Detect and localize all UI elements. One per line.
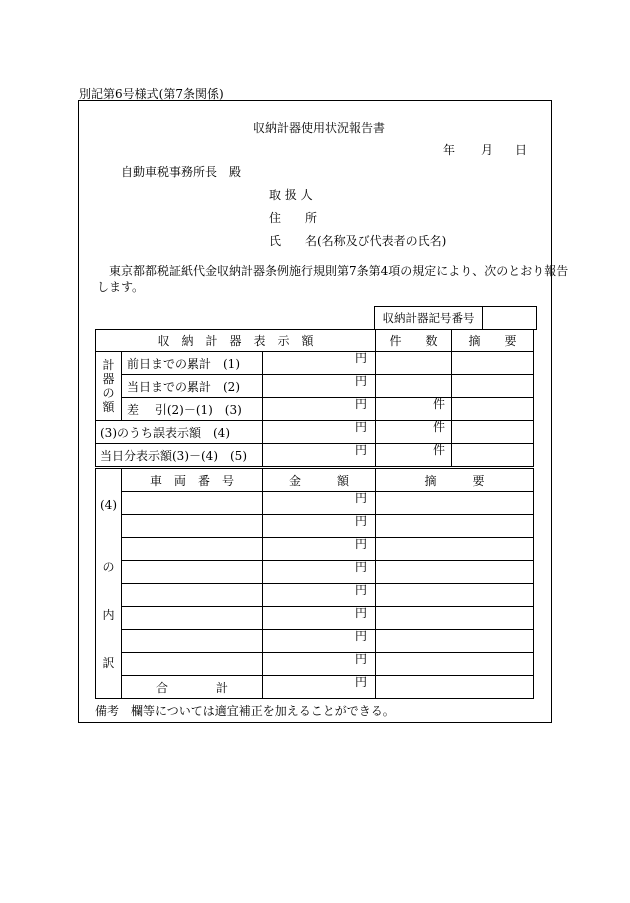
row-label: 当日分表示額(3)－(4) (5)	[96, 444, 263, 467]
row-summary[interactable]	[452, 398, 534, 421]
row-summary[interactable]	[452, 444, 534, 467]
meter-number-table	[374, 306, 537, 330]
summary-cell[interactable]	[376, 538, 534, 561]
row-label: 差 引(2)－(1) (3)	[122, 398, 263, 421]
row-count[interactable]: 件	[376, 421, 452, 444]
row-count[interactable]: 件	[376, 444, 452, 467]
amount-cell[interactable]: 円	[263, 584, 376, 607]
row-amount[interactable]: 円	[263, 375, 376, 398]
date-month: 月	[481, 143, 494, 157]
vehicle-number-cell[interactable]	[122, 561, 263, 584]
meter-number-label: 収納計器記号番号	[375, 307, 483, 330]
vehicle-number-header: 車 両 番 号	[122, 469, 263, 492]
row-label: 当日までの累計 (2)	[122, 375, 263, 398]
row-label: 前日までの累計 (1)	[122, 352, 263, 375]
row-summary[interactable]	[452, 421, 534, 444]
summary-cell[interactable]	[376, 492, 534, 515]
amount-cell[interactable]: 円	[263, 538, 376, 561]
amount-cell[interactable]: 円	[263, 607, 376, 630]
amount-cell[interactable]: 円	[263, 515, 376, 538]
total-amount[interactable]: 円	[263, 676, 376, 699]
vehicle-number-cell[interactable]	[122, 653, 263, 676]
summary-cell[interactable]	[376, 607, 534, 630]
vehicle-number-cell[interactable]	[122, 538, 263, 561]
summary-cell[interactable]	[376, 561, 534, 584]
total-summary[interactable]	[376, 676, 534, 699]
row-count[interactable]	[376, 352, 452, 375]
row-count[interactable]: 件	[376, 398, 452, 421]
row-amount[interactable]: 円	[263, 398, 376, 421]
breakdown-side-label: (4) の 内 訳	[96, 469, 122, 699]
vehicle-number-cell[interactable]	[122, 607, 263, 630]
meter-amount-table	[95, 329, 534, 467]
vehicle-number-cell[interactable]	[122, 492, 263, 515]
breakdown-summary-header: 摘 要	[376, 469, 534, 492]
handler-label: 取 扱 人	[269, 188, 313, 202]
row-summary[interactable]	[452, 352, 534, 375]
name-label: 氏 名(名称及び代表者の氏名)	[269, 234, 447, 248]
amount-cell[interactable]: 円	[263, 492, 376, 515]
note: 備考 欄等については適宜補正を加えることができる。	[95, 704, 395, 718]
vehicle-number-cell[interactable]	[122, 630, 263, 653]
breakdown-table	[95, 468, 534, 699]
row-amount[interactable]: 円	[263, 352, 376, 375]
body-text-line1: 東京都都税証紙代金収納計器条例施行規則第7条第4項の規定により、次のとおり報告	[109, 264, 569, 278]
amount-cell[interactable]: 円	[263, 653, 376, 676]
total-label: 合 計	[122, 676, 263, 699]
row-label: (3)のうち誤表示額 (4)	[96, 421, 263, 444]
summary-cell[interactable]	[376, 630, 534, 653]
form-reference: 別記第6号様式(第7条関係)	[79, 87, 224, 101]
body-text-line2: します。	[97, 280, 145, 294]
display-amount-header: 収 納 計 器 表 示 額	[96, 330, 376, 352]
amount-header: 金 額	[263, 469, 376, 492]
row-amount[interactable]: 円	[263, 421, 376, 444]
row-count[interactable]	[376, 375, 452, 398]
addressee: 自動車税事務所長 殿	[121, 165, 242, 179]
amount-cell[interactable]: 円	[263, 630, 376, 653]
date-day: 日	[515, 143, 528, 157]
row-summary[interactable]	[452, 375, 534, 398]
count-header: 件 数	[376, 330, 452, 352]
address-label: 住 所	[269, 211, 318, 225]
vehicle-number-cell[interactable]	[122, 515, 263, 538]
summary-header: 摘 要	[452, 330, 534, 352]
date-year: 年	[443, 143, 456, 157]
vehicle-number-cell[interactable]	[122, 584, 263, 607]
summary-cell[interactable]	[376, 653, 534, 676]
row-amount[interactable]: 円	[263, 444, 376, 467]
summary-cell[interactable]	[376, 515, 534, 538]
meter-side-label: 計 器 の 額	[96, 352, 122, 421]
form-title: 収納計器使用状況報告書	[253, 121, 386, 135]
summary-cell[interactable]	[376, 584, 534, 607]
meter-number-field[interactable]	[483, 307, 537, 330]
report-form	[78, 100, 569, 723]
amount-cell[interactable]: 円	[263, 561, 376, 584]
